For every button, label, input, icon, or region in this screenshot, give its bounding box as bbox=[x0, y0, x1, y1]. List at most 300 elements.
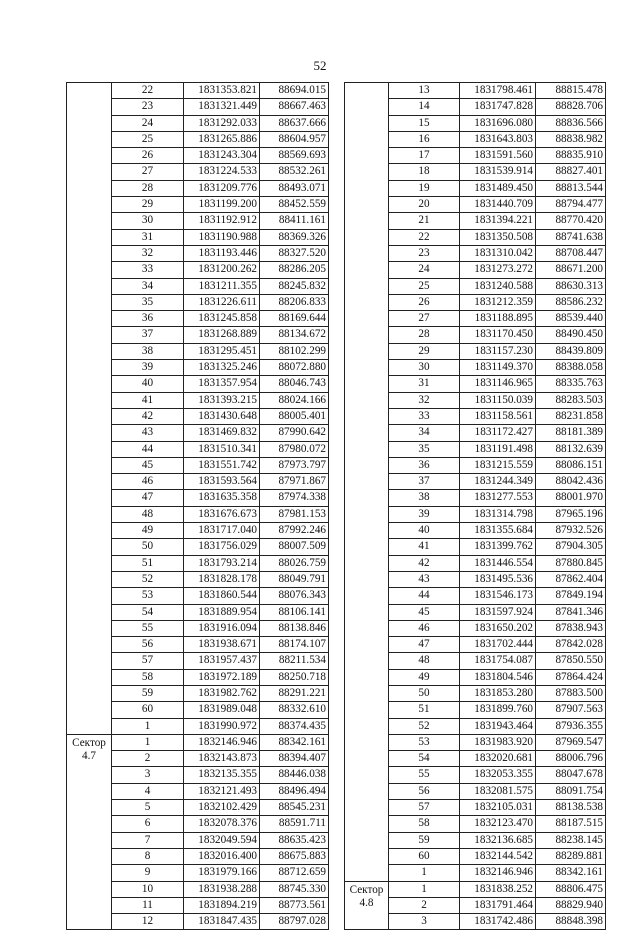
point-number-cell: 55 bbox=[389, 767, 460, 783]
point-number-cell: 35 bbox=[112, 294, 184, 310]
point-number-cell: 1 bbox=[389, 881, 460, 897]
coordinate-x-cell: 1831243.304 bbox=[184, 148, 260, 164]
coordinate-y-cell: 88773.561 bbox=[260, 897, 329, 913]
coordinate-y-cell: 88024.166 bbox=[260, 392, 329, 408]
coordinate-x-cell: 1832102.429 bbox=[184, 800, 260, 816]
point-number-cell: 40 bbox=[389, 523, 460, 539]
table-row bbox=[67, 83, 329, 99]
point-number-cell: 60 bbox=[389, 848, 460, 864]
coordinate-x-cell: 1831357.954 bbox=[184, 376, 260, 392]
point-number-cell: 51 bbox=[389, 702, 460, 718]
coordinate-x-cell: 1832135.355 bbox=[184, 767, 260, 783]
coordinate-x-cell: 1831192.912 bbox=[184, 213, 260, 229]
point-number-cell: 4 bbox=[112, 783, 184, 799]
coordinate-y-cell: 88708.447 bbox=[536, 245, 606, 261]
point-number-cell: 53 bbox=[389, 734, 460, 750]
coordinate-y-cell: 88007.509 bbox=[260, 539, 329, 555]
point-number-cell: 32 bbox=[389, 392, 460, 408]
sector-label bbox=[67, 734, 112, 930]
point-number-cell: 47 bbox=[112, 490, 184, 506]
point-number-cell: 57 bbox=[112, 653, 184, 669]
point-number-cell: 52 bbox=[112, 571, 184, 587]
coordinate-x-cell: 1831972.189 bbox=[184, 669, 260, 685]
coordinate-x-cell: 1831847.435 bbox=[184, 914, 260, 930]
coordinate-x-cell: 1831172.427 bbox=[460, 425, 536, 441]
coordinate-y-cell: 88586.232 bbox=[536, 294, 606, 310]
page-number: 52 bbox=[313, 58, 327, 73]
coordinate-y-cell: 88637.666 bbox=[260, 115, 329, 131]
coordinate-y-cell: 87849.194 bbox=[536, 588, 606, 604]
point-number-cell: 41 bbox=[112, 392, 184, 408]
point-number-cell: 25 bbox=[389, 278, 460, 294]
coordinate-x-cell: 1831597.924 bbox=[460, 604, 536, 620]
point-number-cell: 5 bbox=[112, 800, 184, 816]
coordinate-x-cell: 1831899.760 bbox=[460, 702, 536, 718]
coordinate-x-cell: 1832105.031 bbox=[460, 800, 536, 816]
point-number-cell: 28 bbox=[389, 327, 460, 343]
coordinate-x-cell: 1831393.215 bbox=[184, 392, 260, 408]
coordinate-x-cell: 1831990.972 bbox=[184, 718, 260, 734]
coordinate-x-cell: 1831265.886 bbox=[184, 131, 260, 147]
coordinate-y-cell: 88635.423 bbox=[260, 832, 329, 848]
coordinate-y-cell: 87981.153 bbox=[260, 506, 329, 522]
coordinate-y-cell: 88049.791 bbox=[260, 571, 329, 587]
coordinate-x-cell: 1831310.042 bbox=[460, 245, 536, 261]
coordinate-x-cell: 1831399.762 bbox=[460, 539, 536, 555]
coordinate-x-cell: 1832121.493 bbox=[184, 783, 260, 799]
coordinate-y-cell: 88047.678 bbox=[536, 767, 606, 783]
coordinate-x-cell: 1831292.033 bbox=[184, 115, 260, 131]
coordinate-x-cell: 1831215.559 bbox=[460, 457, 536, 473]
point-number-cell: 54 bbox=[112, 604, 184, 620]
point-number-cell: 18 bbox=[389, 164, 460, 180]
point-number-cell: 33 bbox=[389, 408, 460, 424]
coordinates-table-left bbox=[66, 82, 329, 930]
point-number-cell: 43 bbox=[112, 425, 184, 441]
coordinate-y-cell: 88446.038 bbox=[260, 767, 329, 783]
coordinate-x-cell: 1831747.828 bbox=[460, 99, 536, 115]
coordinate-y-cell: 88369.326 bbox=[260, 229, 329, 245]
coordinate-y-cell: 88286.205 bbox=[260, 262, 329, 278]
point-number-cell: 43 bbox=[389, 571, 460, 587]
coordinates-table-right bbox=[344, 82, 606, 930]
point-number-cell: 23 bbox=[112, 99, 184, 115]
point-number-cell: 58 bbox=[112, 669, 184, 685]
point-number-cell: 31 bbox=[389, 376, 460, 392]
point-number-cell: 58 bbox=[389, 816, 460, 832]
coordinate-y-cell: 88138.538 bbox=[536, 800, 606, 816]
coordinate-x-cell: 1831650.202 bbox=[460, 620, 536, 636]
point-number-cell: 31 bbox=[112, 229, 184, 245]
point-number-cell: 60 bbox=[112, 702, 184, 718]
coordinate-x-cell: 1831321.449 bbox=[184, 99, 260, 115]
coordinate-y-cell: 88827.401 bbox=[536, 164, 606, 180]
coordinate-y-cell: 88770.420 bbox=[536, 213, 606, 229]
coordinate-x-cell: 1831295.451 bbox=[184, 343, 260, 359]
coordinate-y-cell: 88835.910 bbox=[536, 148, 606, 164]
coordinate-x-cell: 1831188.895 bbox=[460, 311, 536, 327]
coordinate-x-cell: 1831355.684 bbox=[460, 523, 536, 539]
sector-label-title: Сектор bbox=[349, 883, 384, 896]
coordinate-y-cell: 88086.151 bbox=[536, 457, 606, 473]
coordinate-x-cell: 1831158.561 bbox=[460, 408, 536, 424]
coordinate-y-cell: 88675.883 bbox=[260, 848, 329, 864]
point-number-cell: 41 bbox=[389, 539, 460, 555]
point-number-cell: 47 bbox=[389, 637, 460, 653]
point-number-cell: 39 bbox=[389, 506, 460, 522]
coordinate-x-cell: 1832123.470 bbox=[460, 816, 536, 832]
coordinate-x-cell: 1831245.858 bbox=[184, 311, 260, 327]
coordinate-y-cell: 88283.503 bbox=[536, 392, 606, 408]
coordinate-y-cell: 88815.478 bbox=[536, 83, 606, 99]
coordinate-x-cell: 1831268.889 bbox=[184, 327, 260, 343]
coordinate-y-cell: 87864.424 bbox=[536, 669, 606, 685]
point-number-cell: 52 bbox=[389, 718, 460, 734]
coordinate-y-cell: 88134.672 bbox=[260, 327, 329, 343]
point-number-cell: 24 bbox=[389, 262, 460, 278]
sector-label-title: Сектор bbox=[72, 736, 106, 749]
point-number-cell: 56 bbox=[389, 783, 460, 799]
point-number-cell: 34 bbox=[112, 278, 184, 294]
point-number-cell: 36 bbox=[112, 311, 184, 327]
point-number-cell: 32 bbox=[112, 245, 184, 261]
point-number-cell: 48 bbox=[389, 653, 460, 669]
coordinate-y-cell: 88042.436 bbox=[536, 474, 606, 490]
coordinate-x-cell: 1832016.400 bbox=[184, 848, 260, 864]
coordinate-y-cell: 88794.477 bbox=[536, 197, 606, 213]
coordinate-y-cell: 87850.550 bbox=[536, 653, 606, 669]
coordinate-y-cell: 88745.330 bbox=[260, 881, 329, 897]
coordinate-y-cell: 88132.639 bbox=[536, 441, 606, 457]
coordinate-x-cell: 1831791.464 bbox=[460, 897, 536, 913]
coordinate-y-cell: 87838.943 bbox=[536, 620, 606, 636]
coordinate-x-cell: 1831211.355 bbox=[184, 278, 260, 294]
point-number-cell: 53 bbox=[112, 588, 184, 604]
point-number-cell: 40 bbox=[112, 376, 184, 392]
coordinate-x-cell: 1831190.988 bbox=[184, 229, 260, 245]
coordinate-y-cell: 87974.338 bbox=[260, 490, 329, 506]
coordinate-y-cell: 88006.796 bbox=[536, 751, 606, 767]
coordinate-x-cell: 1831469.832 bbox=[184, 425, 260, 441]
coordinate-y-cell: 88335.763 bbox=[536, 376, 606, 392]
point-number-cell: 2 bbox=[389, 897, 460, 913]
point-number-cell: 46 bbox=[389, 620, 460, 636]
point-number-cell: 51 bbox=[112, 555, 184, 571]
coordinate-x-cell: 1832078.376 bbox=[184, 816, 260, 832]
coordinate-y-cell: 88342.161 bbox=[260, 734, 329, 750]
coordinate-y-cell: 88388.058 bbox=[536, 360, 606, 376]
point-number-cell: 50 bbox=[112, 539, 184, 555]
coordinate-x-cell: 1831702.444 bbox=[460, 637, 536, 653]
point-number-cell: 26 bbox=[389, 294, 460, 310]
point-number-cell: 19 bbox=[389, 180, 460, 196]
coordinate-y-cell: 88076.343 bbox=[260, 588, 329, 604]
sector-label-title bbox=[347, 83, 386, 85]
point-number-cell: 30 bbox=[112, 213, 184, 229]
coordinate-x-cell: 1831510.341 bbox=[184, 441, 260, 457]
coordinate-x-cell: 1831957.437 bbox=[184, 653, 260, 669]
coordinate-y-cell: 88532.261 bbox=[260, 164, 329, 180]
point-number-cell: 50 bbox=[389, 685, 460, 701]
point-number-cell: 46 bbox=[112, 474, 184, 490]
coordinate-y-cell: 88238.145 bbox=[536, 832, 606, 848]
coordinate-y-cell: 88569.693 bbox=[260, 148, 329, 164]
point-number-cell: 49 bbox=[112, 523, 184, 539]
coordinate-x-cell: 1831149.370 bbox=[460, 360, 536, 376]
coordinate-x-cell: 1832143.873 bbox=[184, 751, 260, 767]
point-number-cell: 54 bbox=[389, 751, 460, 767]
point-number-cell: 36 bbox=[389, 457, 460, 473]
coordinate-x-cell: 1831314.798 bbox=[460, 506, 536, 522]
coordinate-y-cell: 88439.809 bbox=[536, 343, 606, 359]
coordinate-x-cell: 1831798.461 bbox=[460, 83, 536, 99]
point-number-cell: 30 bbox=[389, 360, 460, 376]
coordinate-x-cell: 1831593.564 bbox=[184, 474, 260, 490]
coordinate-y-cell: 88829.940 bbox=[536, 897, 606, 913]
coordinate-x-cell: 1831717.040 bbox=[184, 523, 260, 539]
point-number-cell: 2 bbox=[112, 751, 184, 767]
coordinate-y-cell: 88741.638 bbox=[536, 229, 606, 245]
point-number-cell: 42 bbox=[389, 555, 460, 571]
point-number-cell: 25 bbox=[112, 131, 184, 147]
point-number-cell: 59 bbox=[112, 685, 184, 701]
point-number-cell: 39 bbox=[112, 360, 184, 376]
point-number-cell: 6 bbox=[112, 816, 184, 832]
coordinate-y-cell: 88091.754 bbox=[536, 783, 606, 799]
coordinate-y-cell: 87842.028 bbox=[536, 637, 606, 653]
point-number-cell: 45 bbox=[389, 604, 460, 620]
coordinate-y-cell: 88394.407 bbox=[260, 751, 329, 767]
coordinate-y-cell: 88539.440 bbox=[536, 311, 606, 327]
coordinate-x-cell: 1831325.246 bbox=[184, 360, 260, 376]
point-number-cell: 14 bbox=[389, 99, 460, 115]
coordinate-y-cell: 88138.846 bbox=[260, 620, 329, 636]
coordinate-y-cell: 88289.881 bbox=[536, 848, 606, 864]
coordinate-y-cell: 88493.071 bbox=[260, 180, 329, 196]
coordinate-x-cell: 1832144.542 bbox=[460, 848, 536, 864]
coordinate-x-cell: 1831244.349 bbox=[460, 474, 536, 490]
point-number-cell: 9 bbox=[112, 865, 184, 881]
coordinate-x-cell: 1831394.221 bbox=[460, 213, 536, 229]
coordinate-y-cell: 88072.880 bbox=[260, 360, 329, 376]
point-number-cell: 45 bbox=[112, 457, 184, 473]
coordinate-y-cell: 88848.398 bbox=[536, 914, 606, 930]
point-number-cell: 49 bbox=[389, 669, 460, 685]
coordinate-y-cell: 87992.246 bbox=[260, 523, 329, 539]
coordinate-x-cell: 1831989.048 bbox=[184, 702, 260, 718]
point-number-cell: 21 bbox=[389, 213, 460, 229]
coordinate-x-cell: 1831170.450 bbox=[460, 327, 536, 343]
point-number-cell: 27 bbox=[389, 311, 460, 327]
coordinate-x-cell: 1831982.762 bbox=[184, 685, 260, 701]
table-row bbox=[345, 881, 606, 897]
coordinate-x-cell: 1831150.039 bbox=[460, 392, 536, 408]
coordinate-y-cell: 88411.161 bbox=[260, 213, 329, 229]
coordinate-x-cell: 1831209.776 bbox=[184, 180, 260, 196]
coordinate-y-cell: 88630.313 bbox=[536, 278, 606, 294]
coordinate-x-cell: 1831828.178 bbox=[184, 571, 260, 587]
sector-label-number: 4.8 bbox=[359, 896, 374, 909]
sector-label bbox=[345, 881, 389, 930]
coordinate-x-cell: 1831273.272 bbox=[460, 262, 536, 278]
coordinate-x-cell: 1831277.553 bbox=[460, 490, 536, 506]
sector-label bbox=[67, 83, 112, 735]
coordinate-y-cell: 87841.346 bbox=[536, 604, 606, 620]
coordinate-x-cell: 1831146.965 bbox=[460, 376, 536, 392]
coordinate-y-cell: 88828.706 bbox=[536, 99, 606, 115]
coordinate-y-cell: 88490.450 bbox=[536, 327, 606, 343]
coordinate-x-cell: 1831756.029 bbox=[184, 539, 260, 555]
point-number-cell: 38 bbox=[112, 343, 184, 359]
coordinate-y-cell: 88545.231 bbox=[260, 800, 329, 816]
coordinate-y-cell: 88806.475 bbox=[536, 881, 606, 897]
coordinate-y-cell: 87932.526 bbox=[536, 523, 606, 539]
point-number-cell: 37 bbox=[389, 474, 460, 490]
point-number-cell: 33 bbox=[112, 262, 184, 278]
coordinate-y-cell: 87904.305 bbox=[536, 539, 606, 555]
coordinate-x-cell: 1831539.914 bbox=[460, 164, 536, 180]
coordinate-x-cell: 1831591.560 bbox=[460, 148, 536, 164]
coordinate-x-cell: 1831212.359 bbox=[460, 294, 536, 310]
coordinate-y-cell: 88001.970 bbox=[536, 490, 606, 506]
coordinate-y-cell: 88342.161 bbox=[536, 865, 606, 881]
coordinate-x-cell: 1831676.673 bbox=[184, 506, 260, 522]
coordinate-y-cell: 88245.832 bbox=[260, 278, 329, 294]
coordinate-x-cell: 1831446.554 bbox=[460, 555, 536, 571]
coordinate-y-cell: 88813.544 bbox=[536, 180, 606, 196]
coordinate-y-cell: 87973.797 bbox=[260, 457, 329, 473]
coordinate-y-cell: 87965.196 bbox=[536, 506, 606, 522]
coordinate-x-cell: 1832146.946 bbox=[184, 734, 260, 750]
coordinate-y-cell: 88452.559 bbox=[260, 197, 329, 213]
point-number-cell: 3 bbox=[389, 914, 460, 930]
sector-label bbox=[345, 83, 389, 882]
coordinate-y-cell: 88174.107 bbox=[260, 637, 329, 653]
sector-label-title bbox=[69, 83, 109, 85]
coordinate-y-cell: 88496.494 bbox=[260, 783, 329, 799]
point-number-cell: 22 bbox=[389, 229, 460, 245]
point-number-cell: 1 bbox=[112, 734, 184, 750]
coordinate-x-cell: 1831440.709 bbox=[460, 197, 536, 213]
coordinate-y-cell: 87990.642 bbox=[260, 425, 329, 441]
coordinate-x-cell: 1832020.681 bbox=[460, 751, 536, 767]
point-number-cell: 29 bbox=[112, 197, 184, 213]
point-number-cell: 44 bbox=[389, 588, 460, 604]
coordinate-x-cell: 1831889.954 bbox=[184, 604, 260, 620]
coordinate-y-cell: 87880.845 bbox=[536, 555, 606, 571]
coordinate-y-cell: 87936.355 bbox=[536, 718, 606, 734]
coordinate-y-cell: 88712.659 bbox=[260, 865, 329, 881]
coordinate-x-cell: 1831224.533 bbox=[184, 164, 260, 180]
coordinate-y-cell: 88181.389 bbox=[536, 425, 606, 441]
point-number-cell: 55 bbox=[112, 620, 184, 636]
coordinate-x-cell: 1831916.094 bbox=[184, 620, 260, 636]
point-number-cell: 44 bbox=[112, 441, 184, 457]
coordinate-x-cell: 1831353.821 bbox=[184, 83, 260, 99]
sector-label-number: 4.7 bbox=[82, 749, 96, 762]
coordinate-x-cell: 1832136.685 bbox=[460, 832, 536, 848]
point-number-cell: 29 bbox=[389, 343, 460, 359]
coordinate-y-cell: 87907.563 bbox=[536, 702, 606, 718]
coordinate-x-cell: 1831938.288 bbox=[184, 881, 260, 897]
point-number-cell: 22 bbox=[112, 83, 184, 99]
point-number-cell: 11 bbox=[112, 897, 184, 913]
point-number-cell: 13 bbox=[389, 83, 460, 99]
coordinate-x-cell: 1832081.575 bbox=[460, 783, 536, 799]
coordinate-y-cell: 88291.221 bbox=[260, 685, 329, 701]
coordinate-x-cell: 1831860.544 bbox=[184, 588, 260, 604]
coordinate-x-cell: 1831199.200 bbox=[184, 197, 260, 213]
point-number-cell: 42 bbox=[112, 408, 184, 424]
coordinate-x-cell: 1831193.446 bbox=[184, 245, 260, 261]
point-number-cell: 16 bbox=[389, 131, 460, 147]
coordinate-y-cell: 87883.500 bbox=[536, 685, 606, 701]
point-number-cell: 1 bbox=[112, 718, 184, 734]
coordinate-x-cell: 1831983.920 bbox=[460, 734, 536, 750]
coordinate-x-cell: 1831696.080 bbox=[460, 115, 536, 131]
coordinate-y-cell: 88102.299 bbox=[260, 343, 329, 359]
point-number-cell: 57 bbox=[389, 800, 460, 816]
coordinate-x-cell: 1832053.355 bbox=[460, 767, 536, 783]
coordinate-y-cell: 87980.072 bbox=[260, 441, 329, 457]
point-number-cell: 37 bbox=[112, 327, 184, 343]
coordinate-y-cell: 88250.718 bbox=[260, 669, 329, 685]
coordinate-y-cell: 88206.833 bbox=[260, 294, 329, 310]
coordinate-y-cell: 88187.515 bbox=[536, 816, 606, 832]
point-number-cell: 24 bbox=[112, 115, 184, 131]
coordinate-x-cell: 1831804.546 bbox=[460, 669, 536, 685]
point-number-cell: 10 bbox=[112, 881, 184, 897]
coordinate-y-cell: 88332.610 bbox=[260, 702, 329, 718]
table-row bbox=[345, 83, 606, 99]
point-number-cell: 23 bbox=[389, 245, 460, 261]
coordinate-x-cell: 1831489.450 bbox=[460, 180, 536, 196]
point-number-cell: 1 bbox=[389, 865, 460, 881]
coordinate-x-cell: 1831495.536 bbox=[460, 571, 536, 587]
coordinate-x-cell: 1831943.464 bbox=[460, 718, 536, 734]
point-number-cell: 59 bbox=[389, 832, 460, 848]
point-number-cell: 17 bbox=[389, 148, 460, 164]
point-number-cell: 35 bbox=[389, 441, 460, 457]
coordinate-y-cell: 88169.644 bbox=[260, 311, 329, 327]
point-number-cell: 15 bbox=[389, 115, 460, 131]
coordinate-x-cell: 1831157.230 bbox=[460, 343, 536, 359]
coordinate-x-cell: 1831938.671 bbox=[184, 637, 260, 653]
coordinate-y-cell: 88231.858 bbox=[536, 408, 606, 424]
point-number-cell: 38 bbox=[389, 490, 460, 506]
coordinate-x-cell: 1831894.219 bbox=[184, 897, 260, 913]
table-row bbox=[67, 734, 329, 750]
coordinate-y-cell: 88604.957 bbox=[260, 131, 329, 147]
coordinate-y-cell: 88005.401 bbox=[260, 408, 329, 424]
coordinate-y-cell: 87969.547 bbox=[536, 734, 606, 750]
point-number-cell: 56 bbox=[112, 637, 184, 653]
coordinate-y-cell: 88797.028 bbox=[260, 914, 329, 930]
coordinate-y-cell: 88671.200 bbox=[536, 262, 606, 278]
coordinate-y-cell: 88667.463 bbox=[260, 99, 329, 115]
coordinate-y-cell: 88046.743 bbox=[260, 376, 329, 392]
coordinate-y-cell: 88106.141 bbox=[260, 604, 329, 620]
coordinate-y-cell: 88211.534 bbox=[260, 653, 329, 669]
coordinate-x-cell: 1831551.742 bbox=[184, 457, 260, 473]
point-number-cell: 3 bbox=[112, 767, 184, 783]
coordinate-x-cell: 1831742.486 bbox=[460, 914, 536, 930]
coordinate-x-cell: 1831240.588 bbox=[460, 278, 536, 294]
coordinate-x-cell: 1831853.280 bbox=[460, 685, 536, 701]
point-number-cell: 8 bbox=[112, 848, 184, 864]
coordinate-y-cell: 88694.015 bbox=[260, 83, 329, 99]
point-number-cell: 48 bbox=[112, 506, 184, 522]
